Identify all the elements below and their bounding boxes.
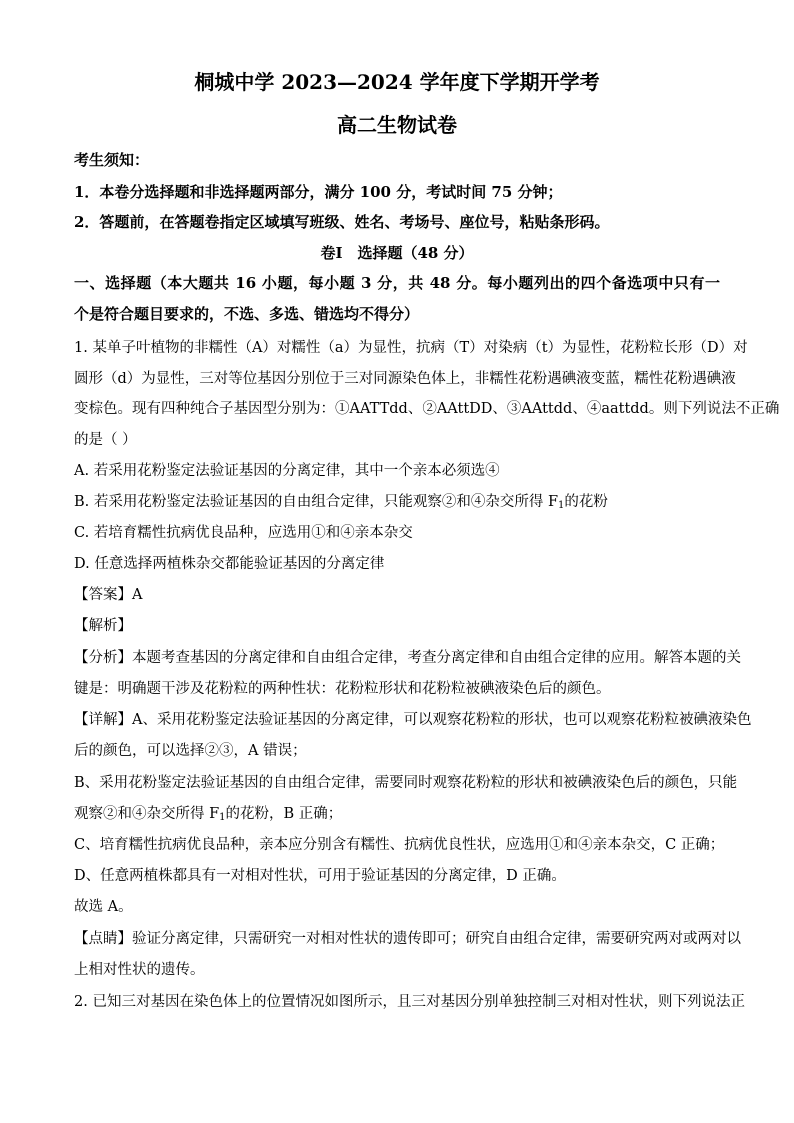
notice-item-1: 1．本卷分选择题和非选择题两部分，满分 100 分，考试时间 75 分钟；: [74, 183, 563, 201]
q1-option-c: C. 若培育糯性抗病优良品种，应选用①和④亲本杂交: [74, 525, 413, 541]
exam-title: 桐城中学 2023—2024 学年度下学期开学考: [194, 70, 600, 94]
q2-stem-line-1: 2. 已知三对基因在染色体上的位置情况如图所示，且三对基因分别单独控制三对相对性状，则下列说法正: [74, 994, 745, 1010]
section-title: 卷Ⅰ 选择题（48 分）: [320, 244, 474, 262]
q1-d-line: D、任意两植株都具有一对相对性状，可用于验证基因的分离定律，D 正确。: [74, 868, 566, 884]
q1-choose: 故选 A。: [74, 899, 133, 915]
q1-xiangjie-line-1: 【详解】A、采用花粉鉴定法验证基因的分离定律，可以观察花粉粒的形状，也可以观察花粉粒被碘液染色: [74, 712, 752, 728]
section-instruction-line-2: 个是符合题目要求的，不选、多选、错选均不得分）: [74, 305, 420, 323]
q1-option-b: B. 若采用花粉鉴定法验证基因的自由组合定律，只能观察②和④杂交所得 $F_1$的花粉: [74, 494, 608, 511]
q1-analysis-label: 【解析】: [74, 618, 132, 634]
notice-heading: 考生须知：: [74, 151, 150, 169]
q1-stem-line-4: 的是（ ）: [74, 432, 137, 448]
q1-xiangjie-line-2: 后的颜色，可以选择②③，A 错误；: [74, 743, 307, 759]
q1-dianjing-line-2: 上相对性状的遗传。: [74, 962, 205, 978]
exam-subtitle: 高二生物试卷: [337, 113, 457, 137]
q1-stem-line-2: 圆形（d）为显性，三对等位基因分别位于三对同源染色体上，非糯性花粉遇碘液变蓝，糯性花粉遇碘液: [74, 371, 736, 387]
q1-stem-line-3: 变棕色。现有四种纯合子基因型分别为：①AATTdd、②AAttDD、③AAttdd、④aattdd。则下列说法不正确: [74, 401, 780, 417]
notice-item-2: 2．答题前，在答题卷指定区域填写班级、姓名、考场号、座位号，粘贴条形码。: [74, 213, 610, 231]
q1-stem-line-1: 1. 某单子叶植物的非糯性（A）对糯性（a）为显性，抗病（T）对染病（t）为显性，花粉粒长形（D）对: [74, 340, 748, 356]
q1-option-a: A. 若采用花粉鉴定法验证基因的分离定律，其中一个亲本必须选④: [74, 463, 500, 479]
q1-fenxi-line-1: 【分析】本题考查基因的分离定律和自由组合定律，考查分离定律和自由组合定律的应用。解答本题的关: [74, 650, 741, 666]
q1-fenxi-line-2: 键是：明确题干涉及花粉粒的两种性状：花粉粒形状和花粉粒被碘液染色后的颜色。: [74, 681, 611, 697]
q1-c-line: C、培育糯性抗病优良品种，亲本应分别含有糯性、抗病优良性状，应选用①和④亲本杂交，C 正确；: [74, 837, 725, 853]
q1-option-d: D. 任意选择两植株杂交都能验证基因的分离定律: [74, 556, 385, 572]
q1-dianjing-line-1: 【点睛】验证分离定律，只需研究一对相对性状的遗传即可；研究自由组合定律，需要研究两对或两对以: [74, 931, 741, 947]
q1-answer: 【答案】A: [74, 587, 143, 603]
section-instruction-line-1: 一、选择题（本大题共 16 小题，每小题 3 分，共 48 分。每小题列出的四个备选项中只有一: [74, 274, 720, 292]
q1-b-line-1: B、采用花粉鉴定法验证基因的自由组合定律，需要同时观察花粉粒的形状和被碘液染色后的颜色，只能: [74, 775, 738, 791]
q1-b-line-2: 观察②和④杂交所得 $F_1$的花粉，B 正确；: [74, 806, 343, 823]
